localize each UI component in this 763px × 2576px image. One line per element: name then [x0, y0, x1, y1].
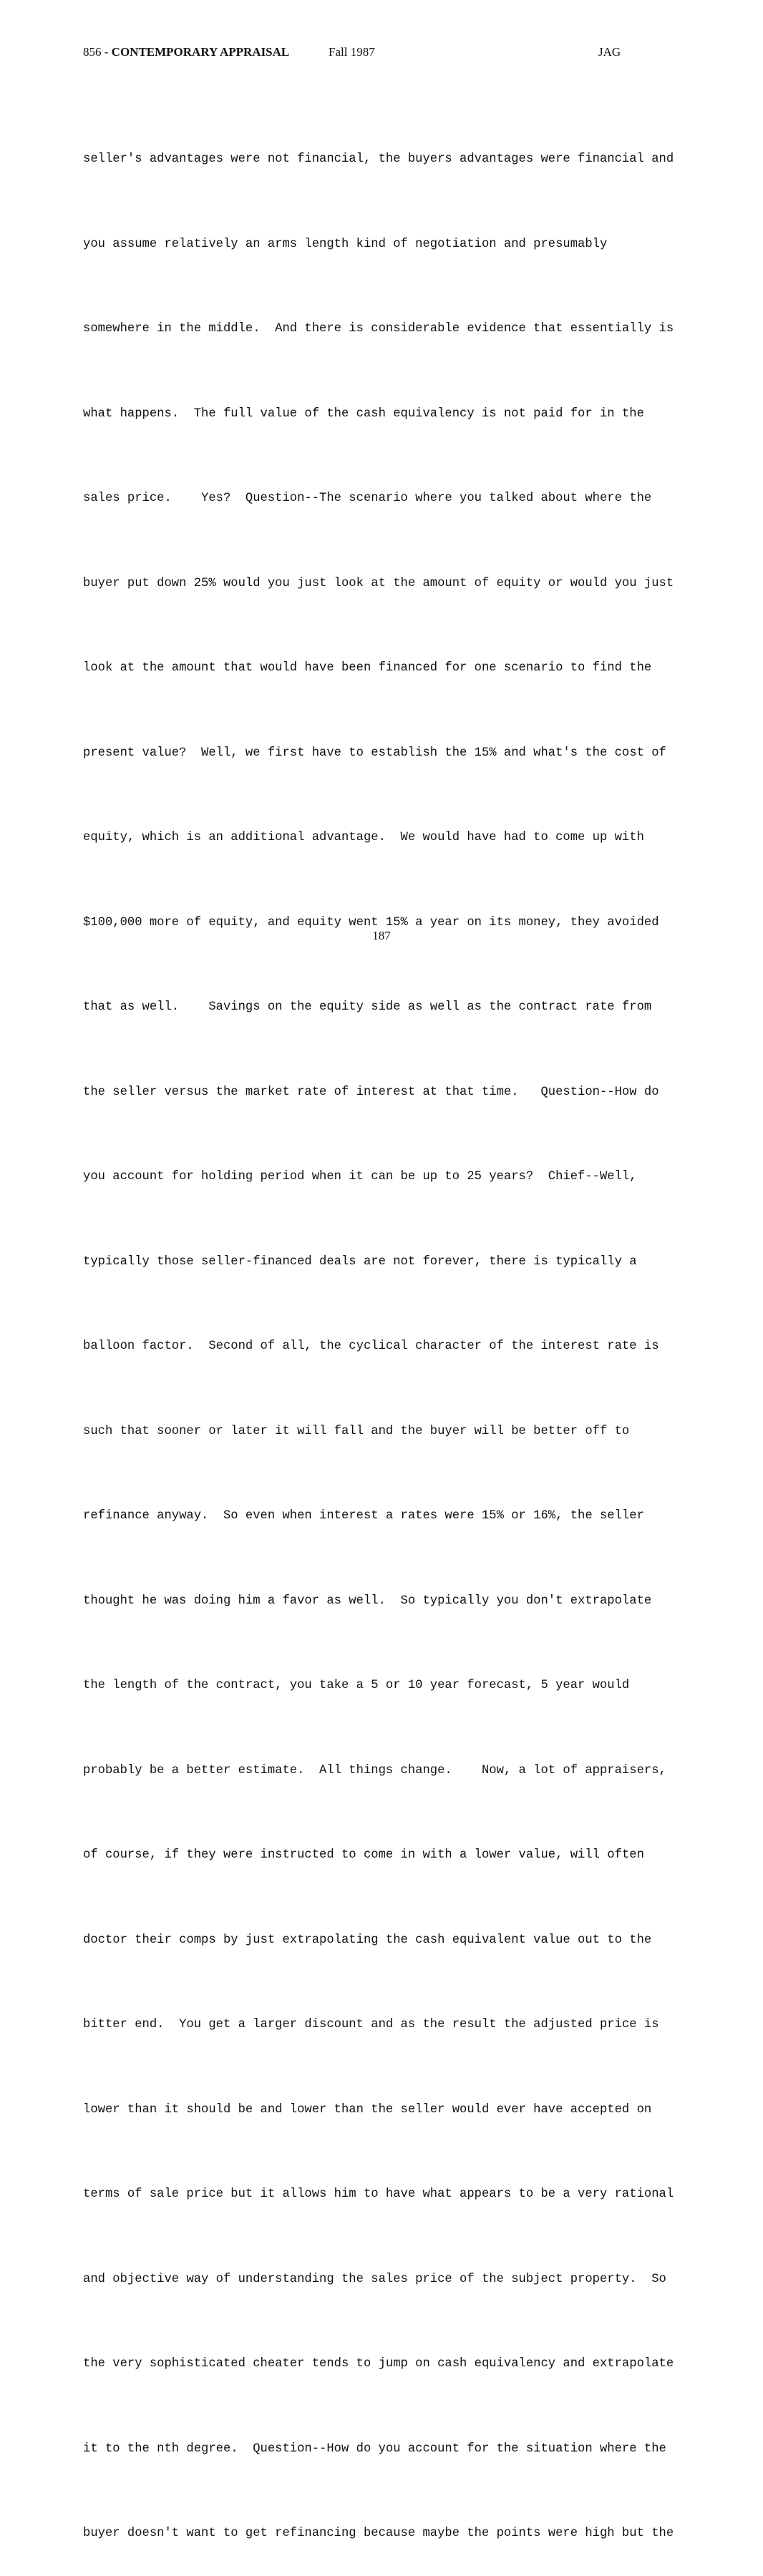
text-line: present value? Well, we first have to establish the 15% and what's the cost of: [83, 746, 666, 760]
text-line: thought he was doing him a favor as well. So typically you don't extrapolate: [83, 1594, 652, 1608]
text-line: look at the amount that would have been financed for one scenario to find the: [83, 661, 652, 675]
text-line: refinance anyway. So even when interest a rates were 15% or 16%, the seller: [83, 1509, 644, 1523]
text-line: the very sophisticated cheater tends to jump on cash equivalency and extrapolate: [83, 2357, 674, 2371]
text-line: somewhere in the middle. And there is considerable evidence that essentially is: [83, 322, 674, 336]
text-line: lower than it should be and lower than the seller would ever have accepted on: [83, 2102, 652, 2117]
text-line: probably be a better estimate. All things change. Now, a lot of appraisers,: [83, 1763, 666, 1777]
page-header: [0, 45, 763, 61]
text-line: sales price. Yes? Question--The scenario where you talked about where the: [83, 492, 652, 505]
text-line: what happens. The full value of the cash equivalency is not paid for in the: [83, 406, 644, 421]
text-line: of course, if they were instructed to come in with a lower value, will often: [83, 1848, 644, 1862]
text-line: buyer doesn't want to get refinancing because maybe the points were high but the: [83, 2527, 674, 2540]
term-label: Fall 1987: [329, 45, 375, 59]
text-line: the length of the contract, you take a 5 or 10 year forecast, 5 year would: [83, 1679, 630, 1692]
text-line: you assume relatively an arms length kind of negotiation and presumably: [83, 237, 608, 251]
text-line: typically those seller-financed deals are not forever, there is typically a: [83, 1254, 637, 1269]
transcript-body: [83, 89, 727, 2576]
text-line: the seller versus the market rate of interest at that time. Question--How do: [83, 1085, 659, 1099]
course-heading: [83, 45, 289, 59]
text-line: buyer put down 25% would you just look at the amount of equity or would you just: [83, 576, 674, 590]
course-title: CONTEMPORARY APPRAISAL: [111, 45, 290, 59]
text-line: such that sooner or later it will fall and the buyer will be better off to: [83, 1424, 630, 1438]
text-line: you account for holding period when it can be up to 25 years? Chief--Well,: [83, 1170, 637, 1184]
text-line: doctor their comps by just extrapolating the cash equivalent value out to the: [83, 1933, 652, 1947]
course-number: 856 -: [83, 45, 112, 59]
author-initials: JAG: [598, 45, 621, 59]
text-line: that as well. Savings on the equity side as well as the contract rate from: [83, 1000, 652, 1014]
page-number: 187: [372, 929, 391, 942]
text-line: seller's advantages were not financial, the buyers advantages were financial and: [83, 152, 674, 166]
text-line: terms of sale price but it allows him to have what appears to be a very rational: [83, 2187, 674, 2201]
text-line: it to the nth degree. Question--How do you account for the situation where the: [83, 2441, 666, 2456]
text-line: equity, which is an additional advantage. We would have had to come up with: [83, 831, 644, 844]
text-line: and objective way of understanding the sales price of the subject property. So: [83, 2272, 666, 2286]
text-line: bitter end. You get a larger discount and as the result the adjusted price is: [83, 2018, 659, 2031]
text-line: $100,000 more of equity, and equity went 15% a year on its money, they avoided: [83, 915, 659, 930]
text-line: balloon factor. Second of all, the cyclical character of the interest rate is: [83, 1340, 659, 1353]
